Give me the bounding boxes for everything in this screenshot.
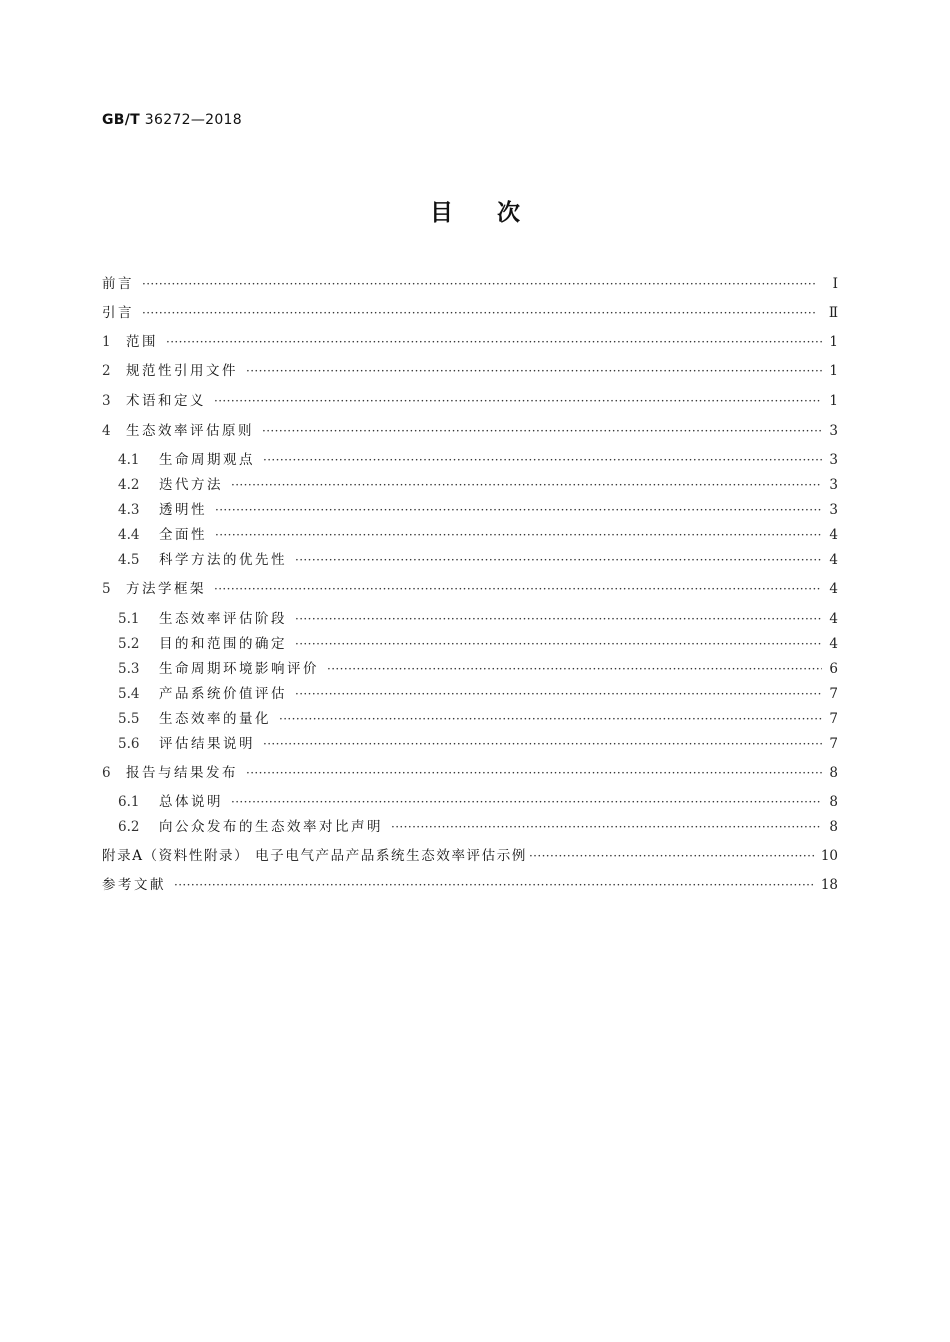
toc-subentry[interactable] xyxy=(118,733,838,755)
toc-entry-label: 目的和范围的确定 xyxy=(159,636,287,652)
toc-entry-label: 透明性 xyxy=(159,502,207,518)
toc-entry-page: 4 xyxy=(829,581,838,597)
toc-entry-page: 6 xyxy=(829,661,838,677)
toc-leader-dots xyxy=(295,549,822,571)
toc-entry-label: 参考文献 xyxy=(102,877,166,893)
toc-entry-number: 5.1 xyxy=(118,611,140,627)
toc-subentry[interactable] xyxy=(118,449,838,471)
toc-entry-page: 8 xyxy=(829,819,838,835)
toc-leader-dots xyxy=(166,331,822,353)
toc-entry-page: 7 xyxy=(829,736,838,752)
toc-entry-page: Ⅰ xyxy=(832,276,838,292)
toc-title: 目次 xyxy=(430,200,564,226)
toc-leader-dots xyxy=(142,273,822,295)
toc-entry-number: 5.4 xyxy=(118,686,140,702)
toc-entry[interactable] xyxy=(102,420,838,442)
toc-entry[interactable] xyxy=(102,762,838,784)
toc-entry-number: 3 xyxy=(102,393,111,409)
toc-entry-label: 报告与结果发布 xyxy=(126,765,238,781)
toc-entry-number: 4 xyxy=(102,423,111,439)
toc-entry-label: 范围 xyxy=(126,334,158,350)
toc-entry-number: 6.1 xyxy=(118,794,140,810)
toc-entry-number: 4.1 xyxy=(118,452,140,468)
toc-entry[interactable] xyxy=(102,302,838,324)
toc-entry-page: 3 xyxy=(829,452,838,468)
toc-entry-page: 4 xyxy=(829,611,838,627)
toc-entry-number: 4.5 xyxy=(118,552,140,568)
toc-entry[interactable] xyxy=(102,331,838,353)
toc-entry-label: 评估结果说明 xyxy=(159,736,255,752)
toc-entry-label: 方法学框架 xyxy=(126,581,206,597)
toc-entry-label: 术语和定义 xyxy=(126,393,206,409)
toc-leader-dots xyxy=(246,360,822,382)
toc-entry-page: 4 xyxy=(829,636,838,652)
toc-leader-dots xyxy=(295,683,822,705)
toc-entry-number: 4.2 xyxy=(118,477,140,493)
toc-leader-dots xyxy=(142,302,822,324)
toc-leader-dots xyxy=(263,449,822,471)
standard-code-number: 36272—2018 xyxy=(144,112,242,128)
toc-entry-number: 5 xyxy=(102,581,111,597)
toc-entry-label: 生态效率评估原则 xyxy=(126,423,254,439)
toc-leader-dots xyxy=(391,816,822,838)
toc-subentry[interactable] xyxy=(118,608,838,630)
toc-entry-label: 规范性引用文件 xyxy=(126,363,238,379)
toc-subentry[interactable] xyxy=(118,708,838,730)
toc-entry-label: 全面性 xyxy=(159,527,207,543)
toc-entry-number: 5.6 xyxy=(118,736,140,752)
toc-subentry[interactable] xyxy=(118,549,838,571)
toc-subentry[interactable] xyxy=(118,499,838,521)
toc-entry-label: 产品系统价值评估 xyxy=(159,686,287,702)
toc-leader-dots xyxy=(231,474,822,496)
toc-subentry[interactable] xyxy=(118,658,838,680)
toc-entry-label: 生态效率评估阶段 xyxy=(159,611,287,627)
toc-entry-number: 1 xyxy=(102,334,111,350)
toc-entry-page: 7 xyxy=(829,711,838,727)
toc-entry-label: 生态效率的量化 xyxy=(159,711,271,727)
toc-entry-number: 4.4 xyxy=(118,527,140,543)
toc-entry-label: 引言 xyxy=(102,305,134,321)
toc-entry-page: 3 xyxy=(829,423,838,439)
toc-entry-page: 1 xyxy=(829,334,838,350)
toc-entry-page: 4 xyxy=(829,527,838,543)
toc-entry-label: 生命周期环境影响评价 xyxy=(159,661,319,677)
toc-entry-page: 8 xyxy=(829,794,838,810)
toc-leader-dots xyxy=(529,845,815,867)
toc-leader-dots xyxy=(295,608,822,630)
toc-entry-label: 前言 xyxy=(102,276,134,292)
standard-code xyxy=(102,112,242,128)
toc-subentry[interactable] xyxy=(118,683,838,705)
toc-subentry[interactable] xyxy=(118,524,838,546)
toc-entry-page: 8 xyxy=(829,765,838,781)
toc-entry-label: 总体说明 xyxy=(159,794,223,810)
toc-entry-number: 6.2 xyxy=(118,819,140,835)
toc-entry-references[interactable] xyxy=(102,874,838,896)
toc-subentry[interactable] xyxy=(118,816,838,838)
toc-leader-dots xyxy=(246,762,822,784)
toc-entry-label: 生命周期观点 xyxy=(159,452,255,468)
toc-entry-number: 4.3 xyxy=(118,502,140,518)
toc-entry-number: 5.3 xyxy=(118,661,140,677)
toc-leader-dots xyxy=(295,633,822,655)
toc-leader-dots xyxy=(327,658,822,680)
toc-entry[interactable] xyxy=(102,360,838,382)
toc-subentry[interactable] xyxy=(118,474,838,496)
toc-leader-dots xyxy=(215,499,822,521)
toc-subentry[interactable] xyxy=(118,633,838,655)
toc-entry-page: 10 xyxy=(820,848,838,864)
toc-entry-page: 18 xyxy=(820,877,838,893)
toc-leader-dots xyxy=(214,578,822,600)
toc-leader-dots xyxy=(279,708,822,730)
standard-code-prefix: GB/T xyxy=(102,112,141,128)
toc-entry-label: 迭代方法 xyxy=(159,477,223,493)
toc-entry-page: 1 xyxy=(829,363,838,379)
toc-entry[interactable] xyxy=(102,390,838,412)
toc-entry-number: 6 xyxy=(102,765,111,781)
toc-leader-dots xyxy=(231,791,822,813)
toc-entry-page: 3 xyxy=(829,502,838,518)
toc-entry-label: 附录A（资料性附录） 电子电气产品产品系统生态效率评估示例 xyxy=(102,848,527,864)
toc-leader-dots xyxy=(262,420,822,442)
toc-entry-label: 科学方法的优先性 xyxy=(159,552,287,568)
toc-subentry[interactable] xyxy=(118,791,838,813)
toc-entry-page: 3 xyxy=(829,477,838,493)
toc-leader-dots xyxy=(215,524,822,546)
toc-entry-number: 2 xyxy=(102,363,111,379)
toc-entry[interactable] xyxy=(102,273,838,295)
toc-entry-page: 4 xyxy=(829,552,838,568)
toc-entry-label: 向公众发布的生态效率对比声明 xyxy=(159,819,383,835)
toc-leader-dots xyxy=(214,390,822,412)
toc-entry-number: 5.2 xyxy=(118,636,140,652)
toc-entry-page: Ⅱ xyxy=(828,305,838,321)
toc-leader-dots xyxy=(263,733,822,755)
toc-entry-page: 1 xyxy=(829,393,838,409)
toc-leader-dots xyxy=(174,874,815,896)
toc-entry-page: 7 xyxy=(829,686,838,702)
toc-entry[interactable] xyxy=(102,578,838,600)
toc-entry-number: 5.5 xyxy=(118,711,140,727)
toc-entry-appendix-a[interactable] xyxy=(102,845,838,867)
